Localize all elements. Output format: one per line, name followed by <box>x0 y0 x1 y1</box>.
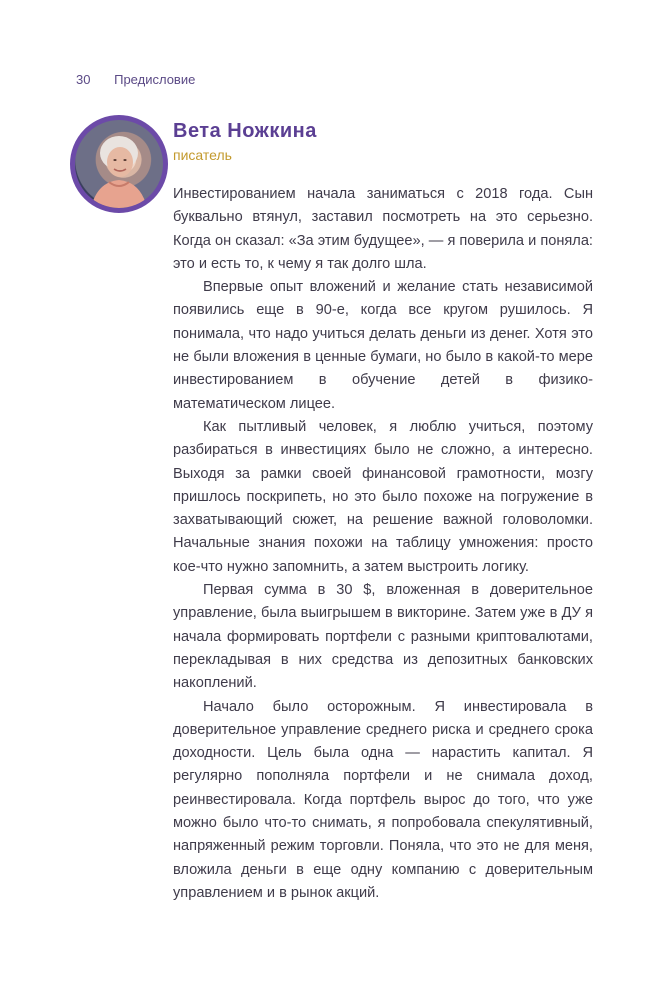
paragraph: Впервые опыт вложений и желание стать независимой появились еще в 90-е, когда все кругом рушилось. Я понимала, что надо учиться делать деньги из денег. Хотя это не были вложения в ценные бумаги, но было в какой-то мере инвестированием в обучение детей в физико-математическом лицее. <box>173 279 593 412</box>
running-header <box>76 72 195 87</box>
author-name: Вета Ножкина <box>173 120 317 142</box>
paragraph: Как пытливый человек, я люблю учиться, поэтому разбираться в инвестициях было не сложно, а интересно. Выходя за рамки своей финансовой грамотности, мозгу пришлось поскрипеть, но это было похоже на погружение в захватывающий сюжет, на решение важной головоломки. Начальные знания похожи на таблицу умножения: просто кое-что нужно запомнить, а затем выстроить логику. <box>173 418 593 575</box>
paragraph: Первая сумма в 30 $, вложенная в доверительное управление, была выигрышем в викторине. Затем уже в ДУ я начала формировать портфели с разными криптовалютами, перекладывая в них средства из депозитных банковских накоплений. <box>173 582 593 692</box>
page-number: 30 <box>76 72 91 87</box>
portrait-drawing <box>75 120 163 208</box>
section-title: Предисловие <box>114 72 196 87</box>
body-text <box>173 183 593 905</box>
paragraph: Начало было осторожным. Я инвестировала в доверительное управление среднего риска и среднего срока доходности. Цель была одна — нарастить капитал. Я регулярно пополняла портфели и не снимала доход, реинвестировала. Когда портфель вырос до того, что уже можно было что-то снимать, я попробовала спекулятивный, напряженный режим торговли. Поняла, что это не для меня, вложила деньги в еще одну компанию с доверительным управлением и в рынок акций. <box>173 698 593 901</box>
author-role: писатель <box>173 147 232 163</box>
paragraph: Инвестированием начала заниматься с 2018 года. Сын буквально втянул, заставил посмотреть на это серьезно. Когда он сказал: «За этим будущее», — я поверила и поняла: это и есть то, к чему я так долго шла. <box>173 186 593 272</box>
author-portrait-icon <box>70 115 168 213</box>
